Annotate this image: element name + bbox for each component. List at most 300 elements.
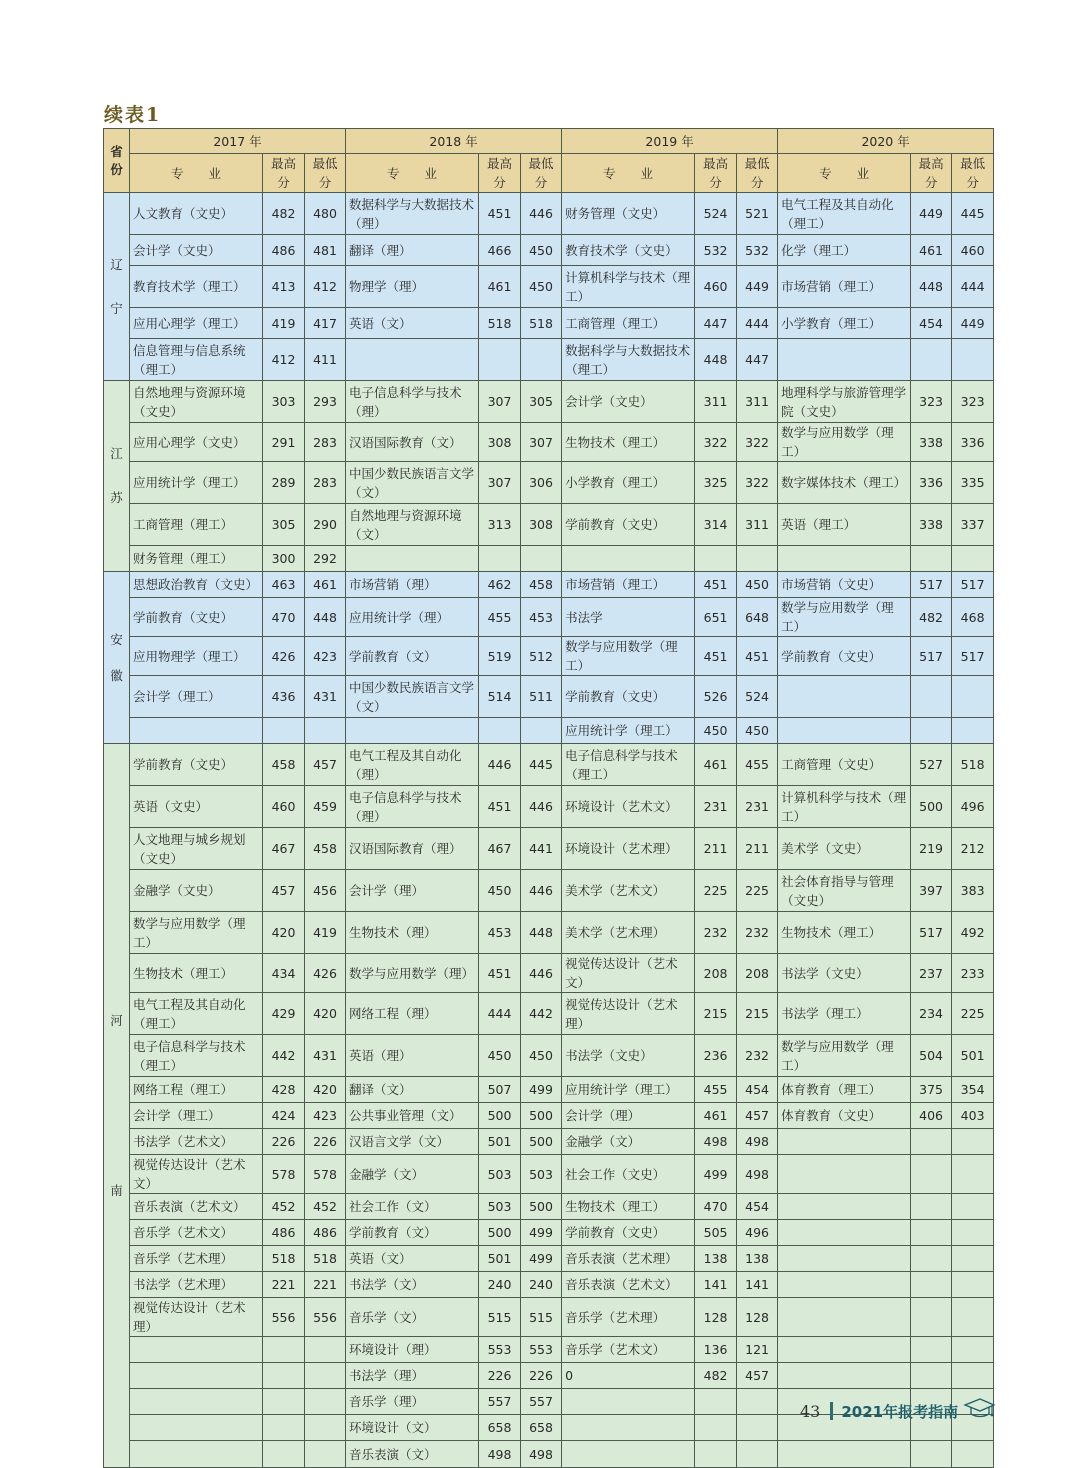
min-score-cell: 307 — [521, 423, 562, 462]
major-cell: 应用心理学（理工） — [130, 308, 263, 339]
max-score-cell: 519 — [479, 637, 521, 676]
min-score-cell — [521, 718, 562, 744]
max-score-cell: 141 — [695, 1272, 737, 1298]
max-score-cell: 325 — [695, 462, 737, 504]
max-score-cell: 237 — [911, 954, 952, 993]
table-row — [104, 235, 994, 266]
min-score-cell: 451 — [737, 637, 778, 676]
max-score-cell — [263, 718, 305, 744]
major-cell: 会计学（文史） — [130, 235, 263, 266]
min-score-cell — [952, 1246, 994, 1272]
min-score-cell — [952, 718, 994, 744]
min-score-cell: 212 — [952, 828, 994, 870]
min-score-cell: 208 — [737, 954, 778, 993]
min-score-cell: 423 — [305, 637, 346, 676]
max-score-cell: 397 — [911, 870, 952, 912]
major-cell: 社会工作（文） — [346, 1194, 479, 1220]
min-score-cell — [521, 546, 562, 572]
max-score-cell — [263, 1363, 305, 1389]
max-score-cell: 436 — [263, 676, 305, 718]
major-cell: 应用统计学（理） — [346, 598, 479, 637]
min-score-cell: 322 — [737, 423, 778, 462]
min-score-cell: 441 — [521, 828, 562, 870]
max-score-cell: 442 — [263, 1035, 305, 1077]
max-score-cell — [911, 718, 952, 744]
max-score-cell: 532 — [695, 235, 737, 266]
min-score-cell: 232 — [737, 912, 778, 954]
min-score-cell: 323 — [952, 381, 994, 423]
min-score-cell: 403 — [952, 1103, 994, 1129]
min-score-cell: 306 — [521, 462, 562, 504]
min-score-cell: 458 — [305, 828, 346, 870]
max-score-cell: 428 — [263, 1077, 305, 1103]
min-score-cell: 138 — [737, 1246, 778, 1272]
major-cell — [562, 1415, 695, 1441]
min-score-cell: 499 — [521, 1077, 562, 1103]
max-score-cell: 500 — [911, 786, 952, 828]
min-score-cell: 500 — [521, 1194, 562, 1220]
table-row — [104, 1129, 994, 1155]
table-row — [104, 1035, 994, 1077]
table-row — [104, 193, 994, 235]
max-score-cell: 503 — [479, 1155, 521, 1194]
max-score-cell — [263, 1389, 305, 1415]
max-score-cell: 455 — [479, 598, 521, 637]
major-cell: 会计学（理工） — [130, 676, 263, 718]
max-score-cell: 338 — [911, 504, 952, 546]
min-score-cell — [952, 1220, 994, 1246]
major-cell — [130, 1415, 263, 1441]
major-cell — [778, 1194, 911, 1220]
major-cell: 电子信息科学与技术（理工） — [130, 1035, 263, 1077]
major-cell: 美术学（艺术理） — [562, 912, 695, 954]
min-score-cell: 518 — [521, 308, 562, 339]
major-cell: 小学教育（理工） — [562, 462, 695, 504]
major-cell: 自然地理与资源环境（文） — [346, 504, 479, 546]
major-cell — [562, 546, 695, 572]
min-score-cell: 498 — [521, 1441, 562, 1468]
major-cell: 信息管理与信息系统（理工） — [130, 339, 263, 381]
max-score-cell: 518 — [479, 308, 521, 339]
min-score-cell: 225 — [952, 993, 994, 1035]
min-score-cell: 450 — [521, 1035, 562, 1077]
min-score-cell: 411 — [305, 339, 346, 381]
max-score-cell — [479, 546, 521, 572]
table-row — [104, 1337, 994, 1363]
max-score-cell: 514 — [479, 676, 521, 718]
major-cell: 数学与应用数学（理工） — [778, 598, 911, 637]
min-score-cell — [737, 1441, 778, 1468]
max-score-cell: 482 — [695, 1363, 737, 1389]
major-cell: 环境设计（艺术理） — [562, 828, 695, 870]
max-score-cell: 450 — [695, 718, 737, 744]
min-score-cell: 556 — [305, 1298, 346, 1337]
table-row — [104, 1441, 994, 1468]
max-score-cell: 449 — [911, 193, 952, 235]
min-score-cell: 121 — [737, 1337, 778, 1363]
min-score-cell: 311 — [737, 504, 778, 546]
province-section — [104, 381, 994, 572]
min-score-cell — [952, 1129, 994, 1155]
major-cell: 金融学（文） — [346, 1155, 479, 1194]
min-score-cell — [952, 1272, 994, 1298]
max-score-cell: 505 — [695, 1220, 737, 1246]
max-score-cell: 215 — [695, 993, 737, 1035]
table-row — [104, 1155, 994, 1194]
min-score-cell — [952, 676, 994, 718]
max-score-cell — [911, 339, 952, 381]
table-row — [104, 381, 994, 423]
major-cell: 音乐表演（艺术文） — [130, 1194, 263, 1220]
graduation-cap-icon — [962, 1396, 996, 1426]
max-score-cell: 138 — [695, 1246, 737, 1272]
max-score-cell: 467 — [479, 828, 521, 870]
min-score-cell: 453 — [521, 598, 562, 637]
max-score-cell: 419 — [263, 308, 305, 339]
table-row — [104, 1194, 994, 1220]
min-score-cell: 648 — [737, 598, 778, 637]
min-score-cell: 532 — [737, 235, 778, 266]
min-score-cell — [305, 1441, 346, 1468]
min-score-cell: 226 — [305, 1129, 346, 1155]
min-score-cell: 128 — [737, 1298, 778, 1337]
table-row — [104, 912, 994, 954]
max-score-header: 最高分 — [695, 154, 737, 193]
max-score-cell: 500 — [479, 1103, 521, 1129]
major-cell: 市场营销（理工） — [562, 572, 695, 598]
max-score-cell: 289 — [263, 462, 305, 504]
major-cell: 物理学（理） — [346, 266, 479, 308]
table-row — [104, 870, 994, 912]
major-cell — [130, 718, 263, 744]
min-score-cell: 658 — [521, 1415, 562, 1441]
table-row — [104, 1298, 994, 1337]
max-score-cell: 460 — [695, 266, 737, 308]
max-score-header: 最高分 — [911, 154, 952, 193]
max-score-cell: 451 — [479, 954, 521, 993]
min-score-cell: 454 — [737, 1194, 778, 1220]
min-score-cell: 481 — [305, 235, 346, 266]
min-score-cell — [521, 339, 562, 381]
major-cell: 人文教育（文史） — [130, 193, 263, 235]
min-score-cell: 553 — [521, 1337, 562, 1363]
province-char: 江 — [110, 446, 123, 461]
major-cell: 教育技术学（理工） — [130, 266, 263, 308]
min-score-cell: 518 — [952, 744, 994, 786]
major-cell: 生物技术（理） — [346, 912, 479, 954]
table-row — [104, 1272, 994, 1298]
major-cell: 会计学（理） — [562, 1103, 695, 1129]
max-score-cell: 338 — [911, 423, 952, 462]
min-score-cell: 500 — [521, 1129, 562, 1155]
min-score-cell: 515 — [521, 1298, 562, 1337]
min-score-cell: 460 — [952, 235, 994, 266]
max-score-cell: 486 — [263, 235, 305, 266]
max-score-cell: 234 — [911, 993, 952, 1035]
max-score-cell: 303 — [263, 381, 305, 423]
major-cell: 体育教育（文史） — [778, 1103, 911, 1129]
major-header: 专 业 — [562, 154, 695, 193]
min-score-cell: 240 — [521, 1272, 562, 1298]
year-header: 2020 年 — [778, 129, 994, 154]
major-cell — [778, 1155, 911, 1194]
table-row — [104, 339, 994, 381]
min-score-cell: 448 — [305, 598, 346, 637]
min-score-cell: 226 — [521, 1363, 562, 1389]
major-cell: 化学（理工） — [778, 235, 911, 266]
max-score-cell: 461 — [695, 1103, 737, 1129]
major-cell: 音乐表演（艺术理） — [562, 1246, 695, 1272]
table-row — [104, 1220, 994, 1246]
min-score-cell — [737, 1389, 778, 1415]
major-cell: 会计学（文史） — [562, 381, 695, 423]
max-score-cell: 517 — [911, 572, 952, 598]
max-score-cell: 308 — [479, 423, 521, 462]
max-score-cell: 221 — [263, 1272, 305, 1298]
min-score-cell: 499 — [521, 1246, 562, 1272]
province-char: 徽 — [110, 667, 123, 683]
major-cell: 市场营销（文史） — [778, 572, 911, 598]
table-row — [104, 462, 994, 504]
min-score-cell: 293 — [305, 381, 346, 423]
major-cell: 环境设计（文） — [346, 1415, 479, 1441]
min-score-cell: 141 — [737, 1272, 778, 1298]
major-cell: 音乐学（艺术理） — [130, 1246, 263, 1272]
min-score-cell: 412 — [305, 266, 346, 308]
min-score-cell: 511 — [521, 676, 562, 718]
table-row — [104, 1246, 994, 1272]
major-cell: 书法学（文史） — [562, 1035, 695, 1077]
max-score-cell: 313 — [479, 504, 521, 546]
min-score-cell: 283 — [305, 462, 346, 504]
max-score-cell: 482 — [911, 598, 952, 637]
max-score-cell: 136 — [695, 1337, 737, 1363]
major-cell: 地理科学与旅游管理学院（文史） — [778, 381, 911, 423]
province-char: 辽 — [110, 256, 123, 272]
min-score-cell: 211 — [737, 828, 778, 870]
min-score-cell: 450 — [737, 718, 778, 744]
major-cell: 计算机科学与技术（理工） — [562, 266, 695, 308]
major-cell: 数据科学与大数据技术（理） — [346, 193, 479, 235]
min-score-cell: 336 — [952, 423, 994, 462]
major-cell: 中国少数民族语言文学（文） — [346, 462, 479, 504]
major-cell — [778, 1298, 911, 1337]
table-row — [104, 546, 994, 572]
max-score-cell: 467 — [263, 828, 305, 870]
min-score-cell — [952, 1441, 994, 1468]
major-cell: 自然地理与资源环境（文史） — [130, 381, 263, 423]
min-score-cell — [952, 1194, 994, 1220]
min-score-cell — [952, 339, 994, 381]
min-score-cell: 501 — [952, 1035, 994, 1077]
max-score-cell: 460 — [263, 786, 305, 828]
year-header: 2018 年 — [346, 129, 562, 154]
major-cell — [778, 1337, 911, 1363]
major-cell: 美术学（艺术文） — [562, 870, 695, 912]
min-score-cell: 292 — [305, 546, 346, 572]
max-score-cell — [479, 718, 521, 744]
major-cell: 工商管理（理工） — [130, 504, 263, 546]
max-score-cell: 426 — [263, 637, 305, 676]
min-score-cell: 524 — [737, 676, 778, 718]
min-score-cell: 419 — [305, 912, 346, 954]
table-row — [104, 744, 994, 786]
max-score-cell: 226 — [479, 1363, 521, 1389]
max-score-cell: 446 — [479, 744, 521, 786]
max-score-cell — [911, 1441, 952, 1468]
min-score-cell: 449 — [952, 308, 994, 339]
min-score-cell: 457 — [737, 1103, 778, 1129]
major-cell: 数字媒体技术（理工） — [778, 462, 911, 504]
max-score-cell: 219 — [911, 828, 952, 870]
major-cell: 数学与应用数学（理工） — [130, 912, 263, 954]
table-row — [104, 637, 994, 676]
major-cell: 生物技术（理工） — [130, 954, 263, 993]
major-cell: 市场营销（理工） — [778, 266, 911, 308]
max-score-cell — [911, 1298, 952, 1337]
province-header: 省份 — [104, 129, 130, 193]
min-score-cell: 446 — [521, 193, 562, 235]
major-cell: 视觉传达设计（艺术理） — [130, 1298, 263, 1337]
max-score-cell: 412 — [263, 339, 305, 381]
max-score-cell: 463 — [263, 572, 305, 598]
max-score-cell: 420 — [263, 912, 305, 954]
max-score-cell: 451 — [479, 193, 521, 235]
max-score-cell — [695, 546, 737, 572]
major-cell: 数学与应用数学（理工） — [778, 1035, 911, 1077]
max-score-cell: 413 — [263, 266, 305, 308]
min-score-cell — [952, 1155, 994, 1194]
major-cell: 英语（文史） — [130, 786, 263, 828]
max-score-cell: 322 — [695, 423, 737, 462]
major-cell: 网络工程（理工） — [130, 1077, 263, 1103]
footer-divider — [830, 1402, 833, 1420]
major-cell: 视觉传达设计（艺术文） — [562, 954, 695, 993]
max-score-cell: 447 — [695, 308, 737, 339]
major-cell — [346, 546, 479, 572]
major-cell — [130, 1337, 263, 1363]
major-cell — [778, 1441, 911, 1468]
min-score-header: 最低分 — [305, 154, 346, 193]
min-score-cell: 446 — [521, 954, 562, 993]
min-score-cell — [305, 1337, 346, 1363]
max-score-cell: 240 — [479, 1272, 521, 1298]
max-score-cell: 311 — [695, 381, 737, 423]
major-cell: 社会体育指导与管理（文史） — [778, 870, 911, 912]
min-score-cell — [305, 1363, 346, 1389]
major-cell: 小学教育（理工） — [778, 308, 911, 339]
min-score-cell — [305, 1415, 346, 1441]
major-cell: 学前教育（文史） — [562, 1220, 695, 1246]
min-score-cell: 454 — [737, 1077, 778, 1103]
province-char: 河 — [110, 1012, 123, 1028]
min-score-cell: 449 — [737, 266, 778, 308]
max-score-cell: 557 — [479, 1389, 521, 1415]
major-cell: 教育技术学（文史） — [562, 235, 695, 266]
max-score-cell: 226 — [263, 1129, 305, 1155]
major-cell: 会计学（理） — [346, 870, 479, 912]
min-score-cell: 461 — [305, 572, 346, 598]
max-score-cell: 461 — [911, 235, 952, 266]
major-cell: 书法学（理） — [346, 1363, 479, 1389]
major-cell: 应用物理学（理工） — [130, 637, 263, 676]
max-score-cell: 500 — [479, 1220, 521, 1246]
major-cell: 人文地理与城乡规划（文史） — [130, 828, 263, 870]
major-cell: 书法学（文史） — [778, 954, 911, 993]
min-score-cell: 420 — [305, 1077, 346, 1103]
max-score-cell: 208 — [695, 954, 737, 993]
max-score-cell: 307 — [479, 381, 521, 423]
major-cell: 环境设计（艺术文） — [562, 786, 695, 828]
major-cell: 生物技术（理工） — [562, 1194, 695, 1220]
max-score-cell: 291 — [263, 423, 305, 462]
min-score-cell: 442 — [521, 993, 562, 1035]
min-score-cell — [305, 718, 346, 744]
major-cell: 书法学（理工） — [778, 993, 911, 1035]
province-char: 苏 — [110, 490, 123, 505]
max-score-cell: 498 — [479, 1441, 521, 1468]
major-cell: 书法学（艺术理） — [130, 1272, 263, 1298]
major-header: 专 业 — [130, 154, 263, 193]
max-score-cell: 450 — [479, 870, 521, 912]
min-score-cell: 492 — [952, 912, 994, 954]
table-title: 续表1 — [104, 104, 162, 126]
max-score-cell: 518 — [263, 1246, 305, 1272]
min-score-cell — [952, 546, 994, 572]
table-row — [104, 786, 994, 828]
max-score-cell: 450 — [479, 1035, 521, 1077]
min-score-header: 最低分 — [521, 154, 562, 193]
table-row — [104, 993, 994, 1035]
major-cell: 学前教育（文） — [346, 1220, 479, 1246]
max-score-cell — [911, 1272, 952, 1298]
table-row — [104, 828, 994, 870]
max-score-cell: 499 — [695, 1155, 737, 1194]
max-score-cell: 515 — [479, 1298, 521, 1337]
max-score-cell — [911, 676, 952, 718]
min-score-cell — [952, 1337, 994, 1363]
max-score-cell: 429 — [263, 993, 305, 1035]
min-score-cell: 431 — [305, 676, 346, 718]
major-header: 专 业 — [778, 154, 911, 193]
min-score-cell — [952, 1363, 994, 1389]
max-score-cell: 501 — [479, 1129, 521, 1155]
max-score-cell: 336 — [911, 462, 952, 504]
max-score-cell: 448 — [695, 339, 737, 381]
major-cell: 电子信息科学与技术（理工） — [562, 744, 695, 786]
major-cell: 计算机科学与技术（理工） — [778, 786, 911, 828]
major-cell: 美术学（文史） — [778, 828, 911, 870]
max-score-cell: 451 — [695, 637, 737, 676]
major-cell: 音乐学（理） — [346, 1389, 479, 1415]
min-score-cell: 311 — [737, 381, 778, 423]
min-score-cell: 450 — [521, 235, 562, 266]
min-score-cell: 447 — [737, 339, 778, 381]
major-cell: 学前教育（文） — [346, 637, 479, 676]
min-score-cell: 354 — [952, 1077, 994, 1103]
max-score-cell — [911, 546, 952, 572]
major-cell: 书法学 — [562, 598, 695, 637]
major-cell — [778, 1246, 911, 1272]
max-score-cell: 424 — [263, 1103, 305, 1129]
min-score-cell: 457 — [737, 1363, 778, 1389]
max-score-cell: 452 — [263, 1194, 305, 1220]
table-row — [104, 504, 994, 546]
max-score-cell — [911, 1220, 952, 1246]
province-section — [104, 193, 994, 381]
major-cell: 翻译（理） — [346, 235, 479, 266]
min-score-cell: 420 — [305, 993, 346, 1035]
